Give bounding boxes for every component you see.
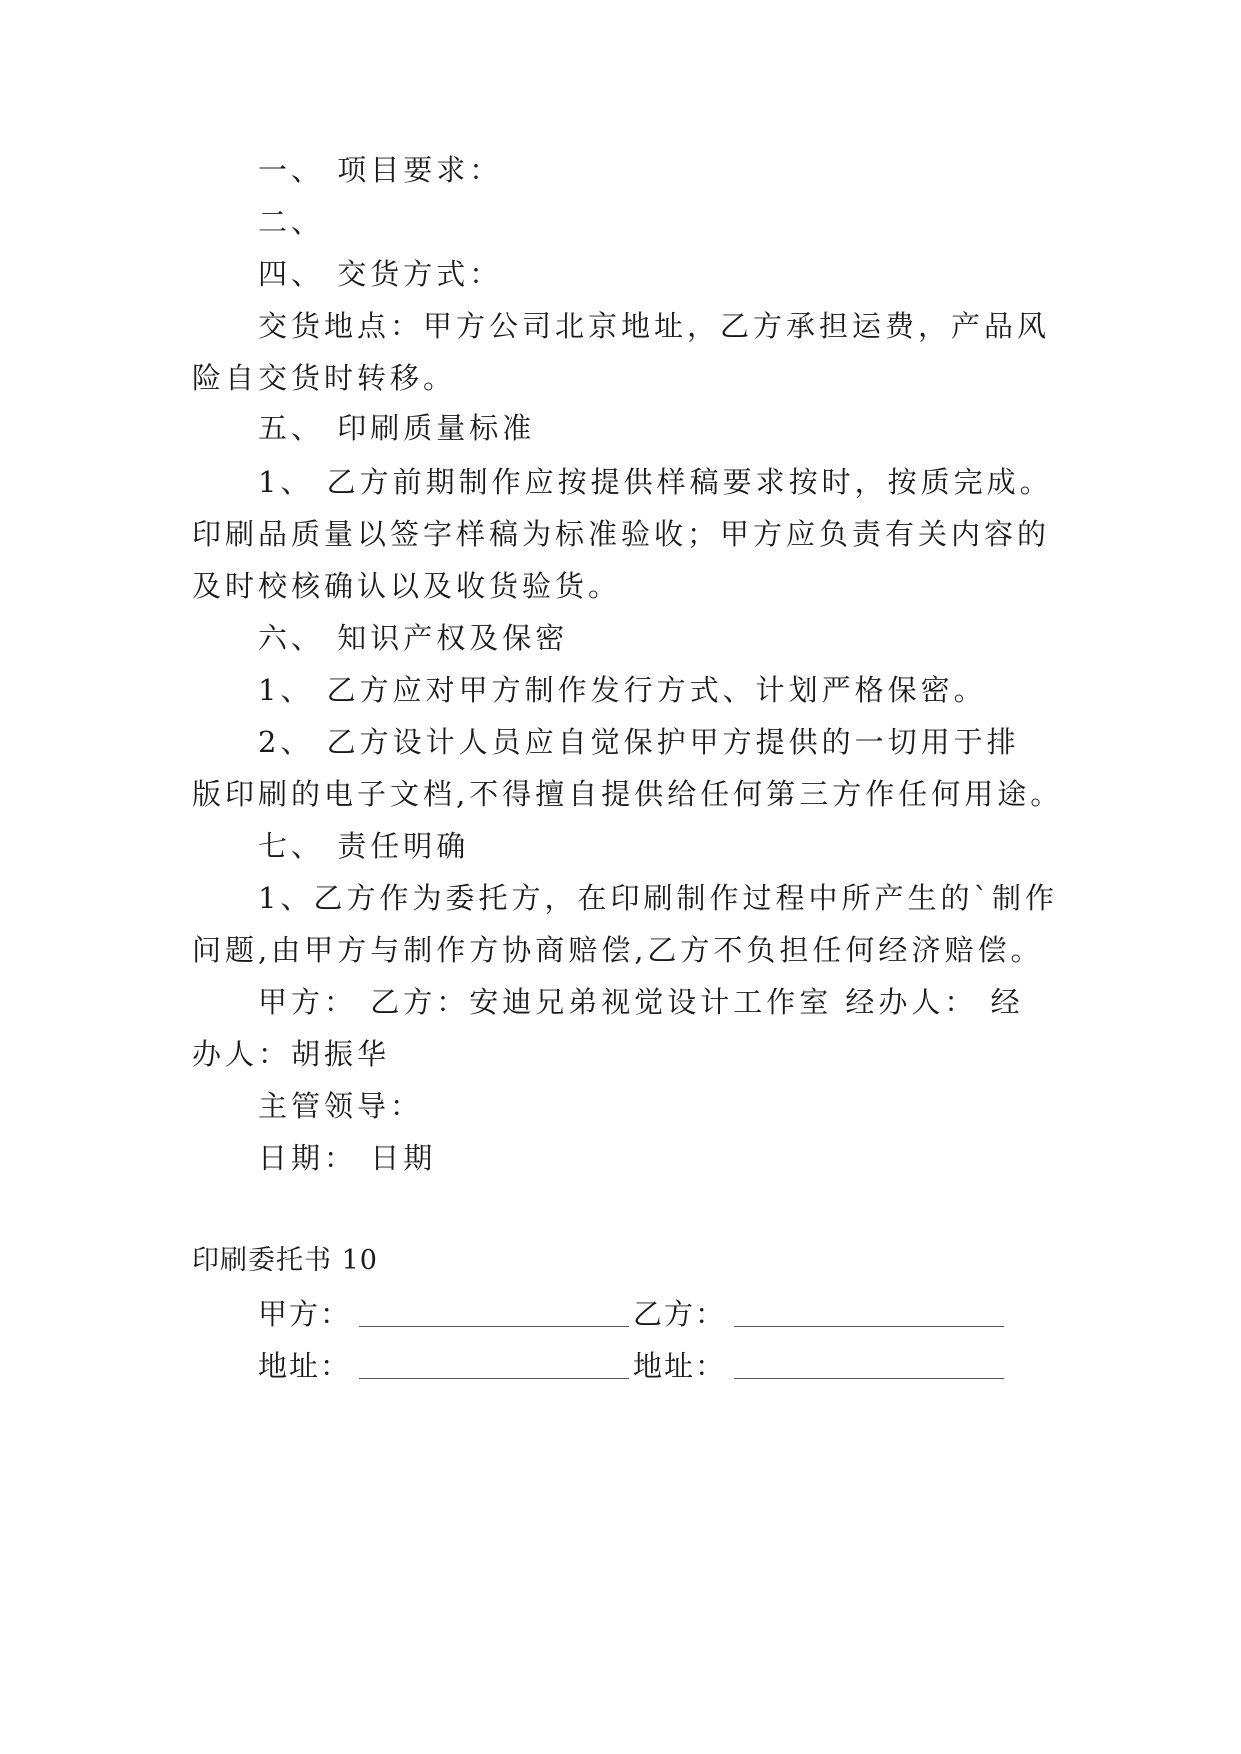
party-b-label: 乙方： <box>633 1297 727 1331</box>
paragraph-line: 1、乙方作为委托方，在印刷制作过程中所产生的`制作 <box>258 881 1058 915</box>
heading-print-quality: 五、 印刷质量标准 <box>258 411 536 445</box>
paragraph-line: 问题,由甲方与制作方协商赔偿,乙方不负担任何经济赔偿。 <box>192 933 1044 967</box>
signature-line: 办人：胡振华 <box>192 1037 391 1071</box>
address-a-label: 地址： <box>258 1349 352 1383</box>
heading-responsibility: 七、 责任明确 <box>258 829 470 863</box>
party-b-blank[interactable] <box>734 1302 1004 1327</box>
paragraph-line: 1、 乙方应对甲方制作发行方式、计划严格保密。 <box>258 673 987 707</box>
signature-line: 甲方： 乙方：安迪兄弟视觉设计工作室 经办人： 经 <box>258 985 1024 1019</box>
paragraph-line: 险自交货时转移。 <box>192 361 457 395</box>
form-row-addresses <box>258 1348 1008 1384</box>
address-b-label: 地址： <box>633 1349 727 1383</box>
address-b-blank[interactable] <box>734 1354 1004 1379</box>
heading-delivery-method: 四、 交货方式： <box>258 257 503 291</box>
heading-section-two: 二、 <box>258 205 325 239</box>
party-a-label: 甲方： <box>258 1297 352 1331</box>
section-title: 印刷委托书 10 <box>192 1245 378 1276</box>
paragraph-line: 印刷品质量以签字样稿为标准验收；甲方应负责有关内容的 <box>192 517 1051 551</box>
paragraph-line: 版印刷的电子文档,不得擅自提供给任何第三方作任何用途。 <box>192 777 1064 811</box>
paragraph-line: 1、 乙方前期制作应按提供样稿要求按时，按质完成。 <box>258 465 1053 499</box>
paragraph-line: 及时校核确认以及收货验货。 <box>192 569 622 603</box>
supervisor-line: 主管领导： <box>258 1089 424 1123</box>
paragraph-line: 交货地点：甲方公司北京地址，乙方承担运费，产品风 <box>258 309 1051 343</box>
date-line: 日期： 日期 <box>258 1141 437 1175</box>
heading-ip-confidentiality: 六、 知识产权及保密 <box>258 621 569 655</box>
address-a-blank[interactable] <box>359 1354 629 1379</box>
party-a-blank[interactable] <box>359 1302 629 1327</box>
paragraph-line: 2、 乙方设计人员应自觉保护甲方提供的一切用于排 <box>258 725 1020 759</box>
heading-project-requirements: 一、 项目要求： <box>258 153 503 187</box>
form-row-parties <box>258 1296 1008 1332</box>
